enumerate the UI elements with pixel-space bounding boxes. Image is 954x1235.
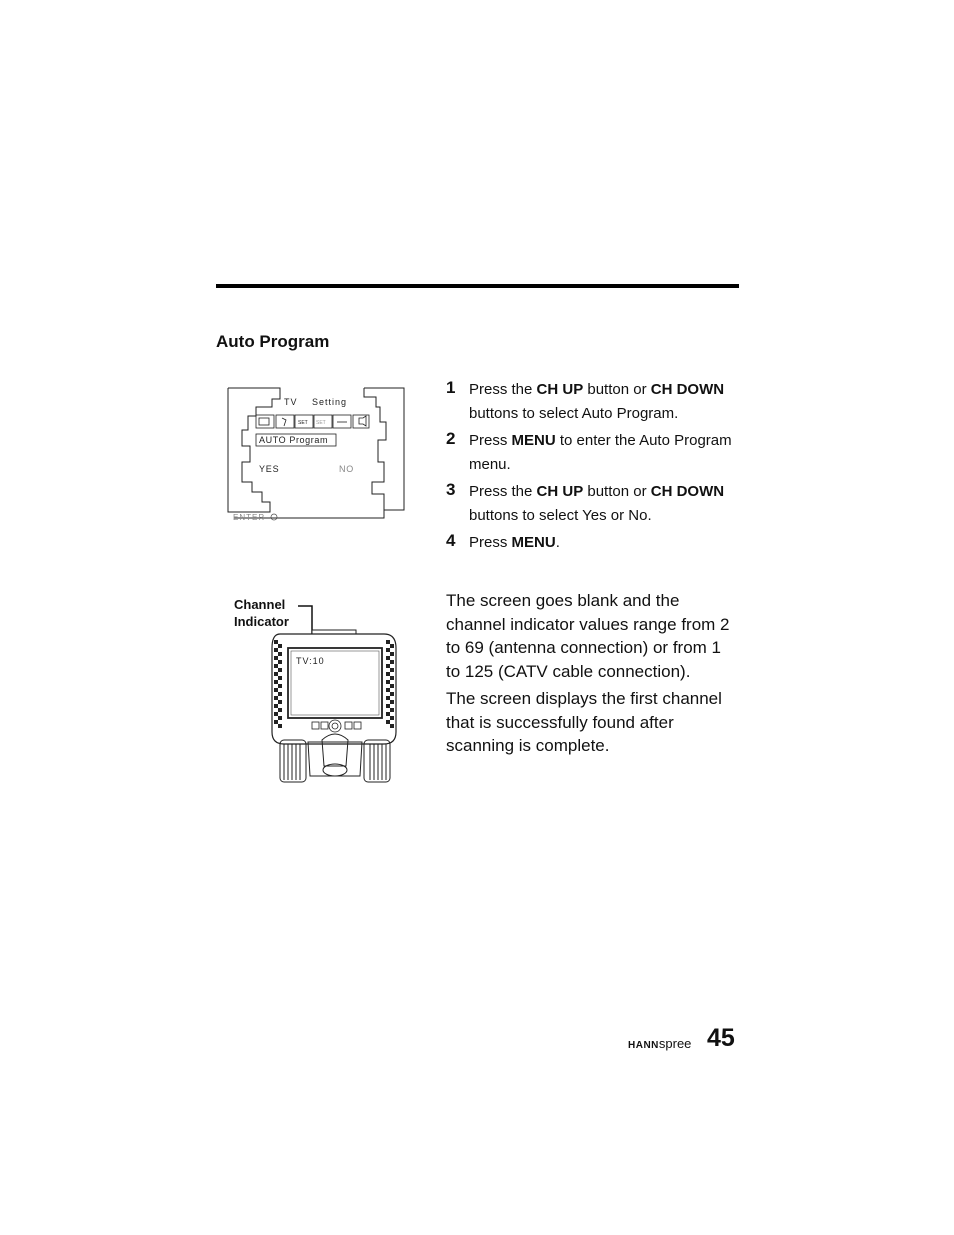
- step-text: Press the: [469, 483, 537, 500]
- enter-icon: [271, 514, 277, 520]
- tv-illustration: [268, 600, 402, 786]
- osd-icon-row: [256, 415, 369, 428]
- step-text: Press: [469, 534, 512, 551]
- section-heading: Auto Program: [216, 332, 330, 351]
- step-keyword: CH DOWN: [650, 381, 725, 398]
- osd-title-left: TV: [284, 397, 298, 407]
- speaker-icon: [359, 416, 366, 426]
- step-text: buttons to select Auto Program.: [469, 405, 679, 422]
- step-text: buttons to select Yes or No.: [469, 507, 652, 524]
- osd-menu-illustration: [226, 386, 408, 524]
- step-text: Press the: [469, 381, 537, 398]
- step-1: [446, 378, 746, 426]
- brand-logo: [628, 1036, 691, 1051]
- step-keyword: MENU: [511, 432, 556, 449]
- step-number: 2: [446, 429, 456, 448]
- svg-text:SET: SET: [316, 420, 326, 426]
- step-2: [446, 429, 746, 477]
- step-text: button or: [583, 483, 651, 500]
- steps-list: [446, 378, 746, 558]
- callout-line-1: Channel: [234, 597, 286, 612]
- svg-text:SET: SET: [298, 420, 308, 426]
- step-3: [446, 480, 746, 528]
- step-4: [446, 531, 746, 555]
- brand-bold: HANN: [628, 1040, 659, 1051]
- channel-display: TV:10: [296, 656, 325, 666]
- step-number: 1: [446, 378, 456, 397]
- osd-option-yes: YES: [259, 464, 280, 474]
- step-number: 3: [446, 480, 456, 499]
- paragraph-first-channel: The screen displays the first channel that is successfully found after scanning is complete.: [446, 689, 722, 755]
- antenna-icon: [282, 418, 286, 426]
- step-text: button or: [583, 381, 651, 398]
- step-keyword: CH DOWN: [650, 483, 725, 500]
- step-keyword: CH UP: [536, 483, 584, 500]
- osd-enter-label: ENTER: [233, 513, 266, 522]
- step-keyword: CH UP: [536, 381, 584, 398]
- step-number: 4: [446, 531, 456, 550]
- step-text: to enter the Auto Program menu.: [469, 432, 732, 473]
- osd-selected-item: AUTO Program: [259, 435, 329, 445]
- step-text: Press: [469, 432, 512, 449]
- osd-option-no: NO: [339, 464, 355, 474]
- page-number: 45: [707, 1024, 735, 1052]
- step-keyword: MENU: [511, 534, 556, 551]
- tv-icon: [259, 418, 269, 425]
- callout-line-2: Indicator: [234, 614, 289, 629]
- wheel-treads: [284, 744, 386, 780]
- paragraph-channel-range: The screen goes blank and the channel indicator values range from 2 to 69 (antenna connection) or from 1 to 125 (CATV cable connection).: [446, 591, 730, 681]
- brand-rest: spree: [658, 1036, 692, 1051]
- osd-title-right: Setting: [312, 397, 348, 407]
- step-text: .: [555, 534, 560, 551]
- top-rule: [216, 284, 739, 288]
